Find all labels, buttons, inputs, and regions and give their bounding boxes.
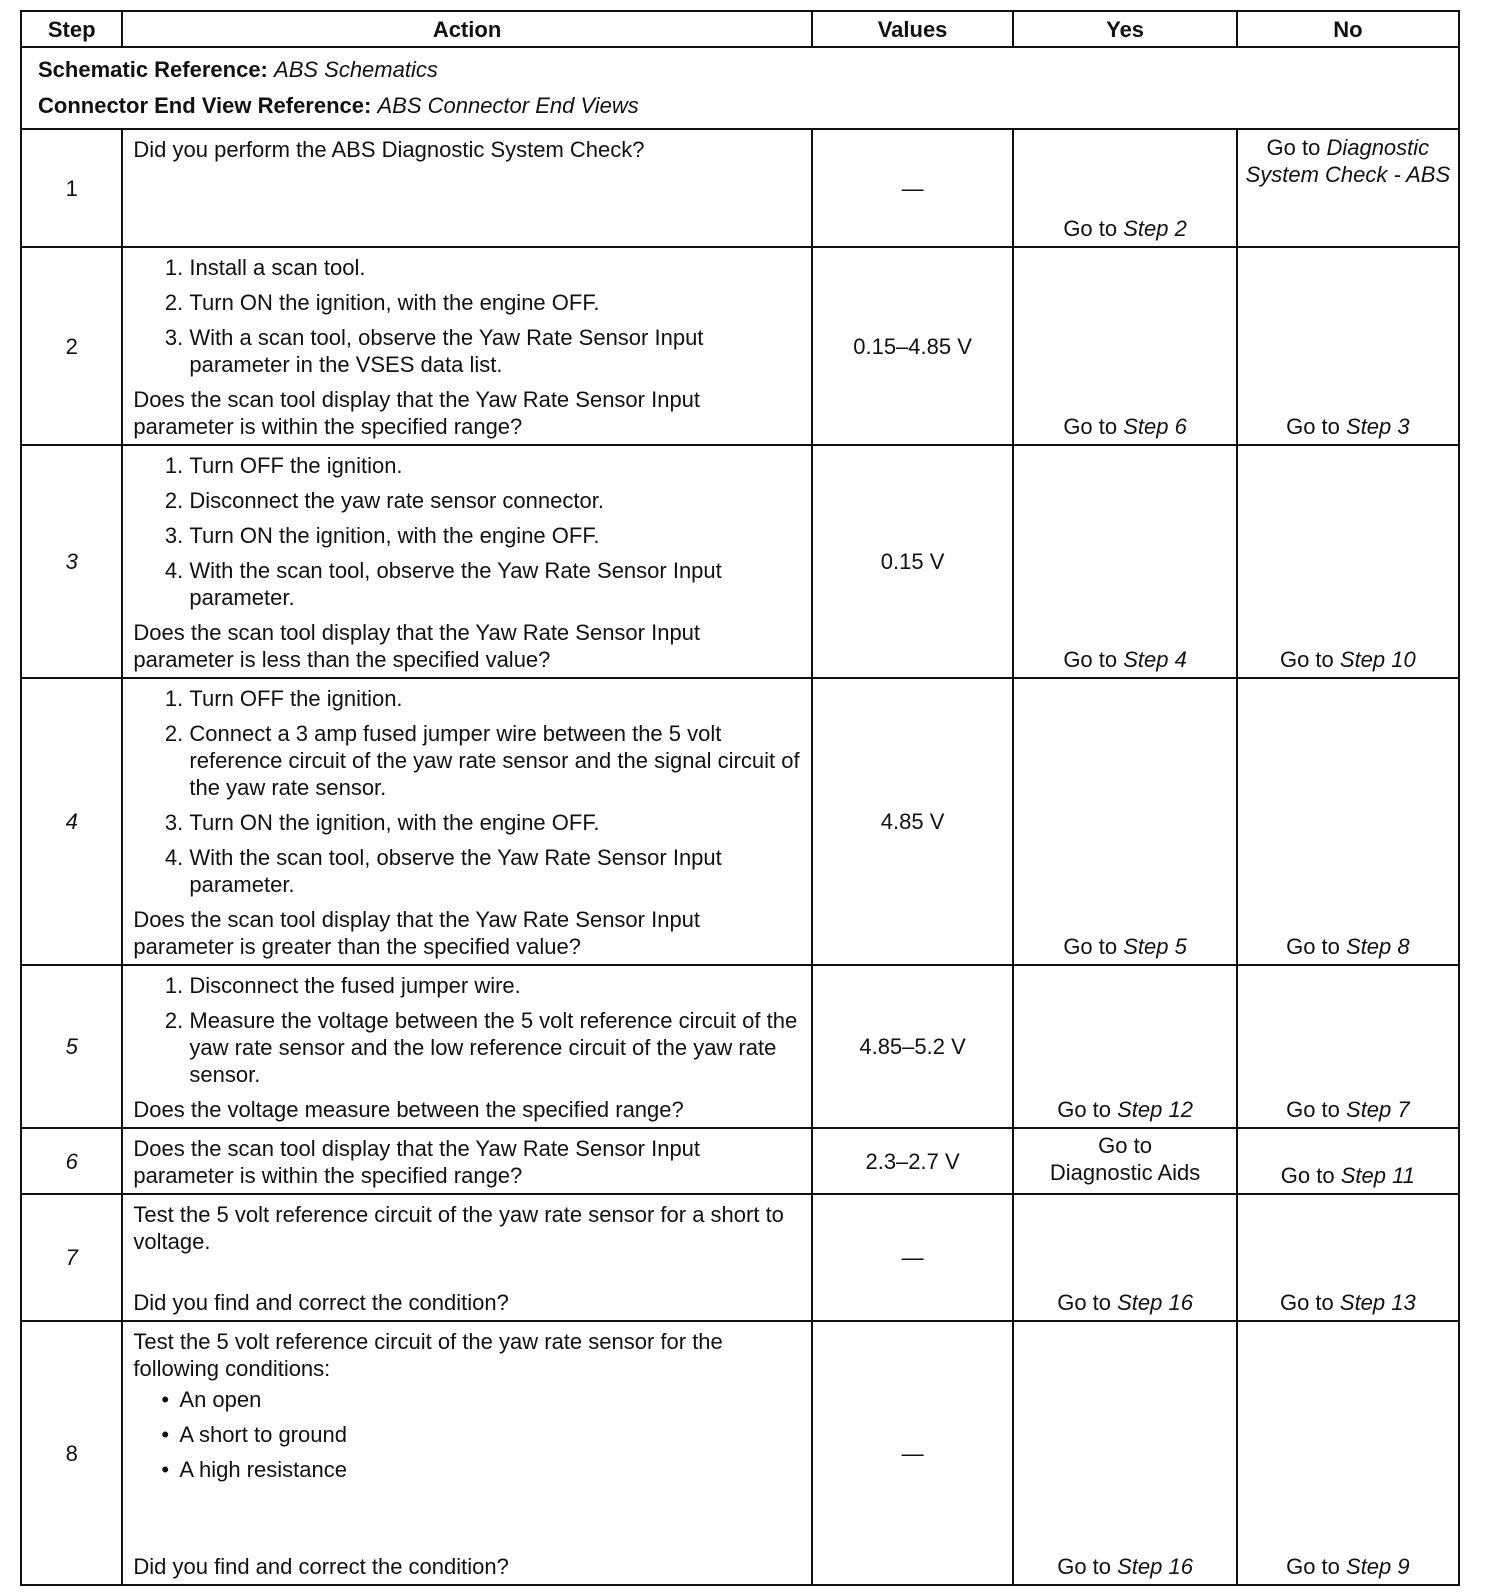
action-question: Did you find and correct the condition? bbox=[133, 1554, 509, 1579]
action-cell bbox=[122, 445, 811, 678]
step-number: 4 bbox=[21, 678, 122, 965]
action-cell bbox=[122, 1321, 811, 1585]
no-link[interactable]: Step 7 bbox=[1346, 1097, 1410, 1122]
action-step: 4. With the scan tool, observe the Yaw Rate Sensor Input parameter. bbox=[189, 844, 800, 898]
yes-link[interactable]: Step 16 bbox=[1117, 1554, 1193, 1579]
action-step: 2. Turn ON the ignition, with the engine OFF. bbox=[189, 289, 800, 316]
step-number: 3 bbox=[21, 445, 122, 678]
table-row bbox=[21, 1128, 1459, 1194]
yes-prefix: Go to bbox=[1063, 414, 1124, 439]
header-yes: Yes bbox=[1013, 11, 1236, 47]
action-question: Does the scan tool display that the Yaw Rate Sensor Input parameter is greater than the specified value? bbox=[133, 907, 701, 959]
schematic-reference-link[interactable]: ABS Schematics bbox=[274, 57, 438, 82]
action-step: 2. Disconnect the yaw rate sensor connector. bbox=[189, 487, 800, 514]
table-row bbox=[21, 129, 1459, 247]
action-cell bbox=[122, 965, 811, 1128]
no-cell bbox=[1237, 1321, 1459, 1585]
no-link[interactable]: Diagnostic System Check - ABS bbox=[1245, 135, 1451, 187]
action-question: Does the voltage measure between the specified range? bbox=[133, 1097, 684, 1122]
no-prefix: Go to bbox=[1266, 135, 1327, 160]
yes-cell bbox=[1013, 678, 1236, 965]
connector-reference-link[interactable]: ABS Connector End Views bbox=[377, 93, 639, 118]
yes-link[interactable]: Step 5 bbox=[1123, 934, 1187, 959]
action-text: Does the scan tool display that the Yaw Rate Sensor Input parameter is within the specified range? bbox=[133, 1136, 701, 1188]
yes-cell bbox=[1013, 1321, 1236, 1585]
yes-link[interactable]: Diagnostic Aids bbox=[1049, 1160, 1201, 1185]
connector-reference bbox=[38, 90, 1442, 126]
action-text: Did you perform the ABS Diagnostic System Check? bbox=[133, 137, 645, 162]
no-prefix: Go to bbox=[1286, 1554, 1347, 1579]
header-row bbox=[21, 11, 1459, 47]
no-cell bbox=[1237, 445, 1459, 678]
action-cell bbox=[122, 1128, 811, 1194]
no-cell bbox=[1237, 965, 1459, 1128]
step-number: 7 bbox=[21, 1194, 122, 1321]
yes-prefix: Go to bbox=[1057, 1290, 1118, 1315]
yes-prefix: Go to bbox=[1063, 934, 1124, 959]
no-link[interactable]: Step 9 bbox=[1346, 1554, 1410, 1579]
value-cell: 2.3–2.7 V bbox=[812, 1128, 1014, 1194]
table-row bbox=[21, 445, 1459, 678]
schematic-reference bbox=[38, 54, 1442, 90]
yes-cell bbox=[1013, 129, 1236, 247]
value-cell: — bbox=[812, 1194, 1014, 1321]
reference-row bbox=[21, 47, 1459, 129]
action-steps bbox=[133, 972, 800, 1088]
yes-cell bbox=[1013, 965, 1236, 1128]
action-cell bbox=[122, 247, 811, 445]
table-row bbox=[21, 1194, 1459, 1321]
yes-cell bbox=[1013, 247, 1236, 445]
step-number: 5 bbox=[21, 965, 122, 1128]
yes-prefix: Go to bbox=[1063, 647, 1124, 672]
condition-item: • A high resistance bbox=[179, 1456, 800, 1483]
spacer bbox=[133, 1491, 800, 1553]
condition-item: • A short to ground bbox=[179, 1421, 800, 1448]
action-question: Does the scan tool display that the Yaw Rate Sensor Input parameter is within the specified range? bbox=[133, 387, 701, 439]
step-number: 8 bbox=[21, 1321, 122, 1585]
header-no: No bbox=[1237, 11, 1459, 47]
action-cell bbox=[122, 129, 811, 247]
action-step: 2. Connect a 3 amp fused jumper wire between the 5 volt reference circuit of the yaw rate sensor and the signal circuit of the yaw rate sensor. bbox=[189, 720, 800, 801]
diagnostic-table bbox=[20, 10, 1460, 1586]
yes-prefix: Go to bbox=[1098, 1133, 1152, 1158]
no-cell bbox=[1237, 678, 1459, 965]
no-cell bbox=[1237, 1128, 1459, 1194]
action-cell bbox=[122, 1194, 811, 1321]
action-text: Test the 5 volt reference circuit of the yaw rate sensor for a short to voltage. bbox=[133, 1202, 784, 1254]
table-row bbox=[21, 678, 1459, 965]
table-row bbox=[21, 965, 1459, 1128]
yes-link[interactable]: Step 12 bbox=[1117, 1097, 1193, 1122]
action-step: 4. With the scan tool, observe the Yaw Rate Sensor Input parameter. bbox=[189, 557, 800, 611]
header-action: Action bbox=[122, 11, 811, 47]
action-step: 2. Measure the voltage between the 5 volt reference circuit of the yaw rate sensor and the low reference circuit of the yaw rate sensor. bbox=[189, 1007, 800, 1088]
action-steps bbox=[133, 685, 800, 898]
header-values: Values bbox=[812, 11, 1014, 47]
yes-link[interactable]: Step 2 bbox=[1123, 216, 1187, 241]
no-prefix: Go to bbox=[1279, 647, 1340, 672]
action-step: 1. Turn OFF the ignition. bbox=[189, 685, 800, 712]
action-step: 3. Turn ON the ignition, with the engine OFF. bbox=[189, 809, 800, 836]
connector-reference-label: Connector End View Reference: bbox=[38, 93, 372, 118]
header-step: Step bbox=[21, 11, 122, 47]
no-link[interactable]: Step 3 bbox=[1346, 414, 1410, 439]
no-prefix: Go to bbox=[1280, 1163, 1341, 1188]
action-text: Test the 5 volt reference circuit of the yaw rate sensor for the following conditions: bbox=[133, 1329, 723, 1381]
action-question: Did you find and correct the condition? bbox=[133, 1290, 509, 1315]
action-question: Does the scan tool display that the Yaw Rate Sensor Input parameter is less than the specified value? bbox=[133, 620, 701, 672]
no-prefix: Go to bbox=[1286, 414, 1347, 439]
value-cell: 4.85–5.2 V bbox=[812, 965, 1014, 1128]
no-link[interactable]: Step 10 bbox=[1339, 647, 1416, 672]
yes-link[interactable]: Step 4 bbox=[1123, 647, 1187, 672]
yes-prefix: Go to bbox=[1057, 1554, 1118, 1579]
value-cell: 0.15 V bbox=[812, 445, 1014, 678]
yes-link[interactable]: Step 16 bbox=[1117, 1290, 1193, 1315]
reference-cell bbox=[21, 47, 1459, 129]
action-step: 3. With a scan tool, observe the Yaw Rate Sensor Input parameter in the VSES data list. bbox=[189, 324, 800, 378]
action-steps bbox=[133, 452, 800, 611]
spacer bbox=[133, 1255, 800, 1289]
yes-cell bbox=[1013, 1194, 1236, 1321]
no-cell bbox=[1237, 1194, 1459, 1321]
action-steps bbox=[133, 254, 800, 378]
value-cell: — bbox=[812, 1321, 1014, 1585]
no-prefix: Go to bbox=[1286, 934, 1347, 959]
value-cell: 4.85 V bbox=[812, 678, 1014, 965]
step-number: 6 bbox=[21, 1128, 122, 1194]
action-step: 1. Disconnect the fused jumper wire. bbox=[189, 972, 800, 999]
table-row bbox=[21, 1321, 1459, 1585]
no-link[interactable]: Step 8 bbox=[1346, 934, 1410, 959]
yes-prefix: Go to bbox=[1063, 216, 1124, 241]
value-cell: — bbox=[812, 129, 1014, 247]
schematic-reference-label: Schematic Reference: bbox=[38, 57, 268, 82]
no-link[interactable]: Step 13 bbox=[1339, 1290, 1416, 1315]
no-prefix: Go to bbox=[1279, 1290, 1340, 1315]
condition-list bbox=[133, 1386, 800, 1483]
action-cell bbox=[122, 678, 811, 965]
step-number: 1 bbox=[21, 129, 122, 247]
table-row bbox=[21, 247, 1459, 445]
step-number: 2 bbox=[21, 247, 122, 445]
no-link[interactable]: Step 11 bbox=[1340, 1163, 1415, 1188]
yes-cell bbox=[1013, 445, 1236, 678]
action-step: 1. Install a scan tool. bbox=[189, 254, 800, 281]
yes-link[interactable]: Step 6 bbox=[1123, 414, 1187, 439]
action-step: 3. Turn ON the ignition, with the engine OFF. bbox=[189, 522, 800, 549]
no-cell bbox=[1237, 247, 1459, 445]
yes-cell bbox=[1013, 1128, 1236, 1194]
no-prefix: Go to bbox=[1286, 1097, 1347, 1122]
condition-item: • An open bbox=[179, 1386, 800, 1413]
action-step: 1. Turn OFF the ignition. bbox=[189, 452, 800, 479]
yes-prefix: Go to bbox=[1057, 1097, 1118, 1122]
no-cell bbox=[1237, 129, 1459, 247]
value-cell: 0.15–4.85 V bbox=[812, 247, 1014, 445]
